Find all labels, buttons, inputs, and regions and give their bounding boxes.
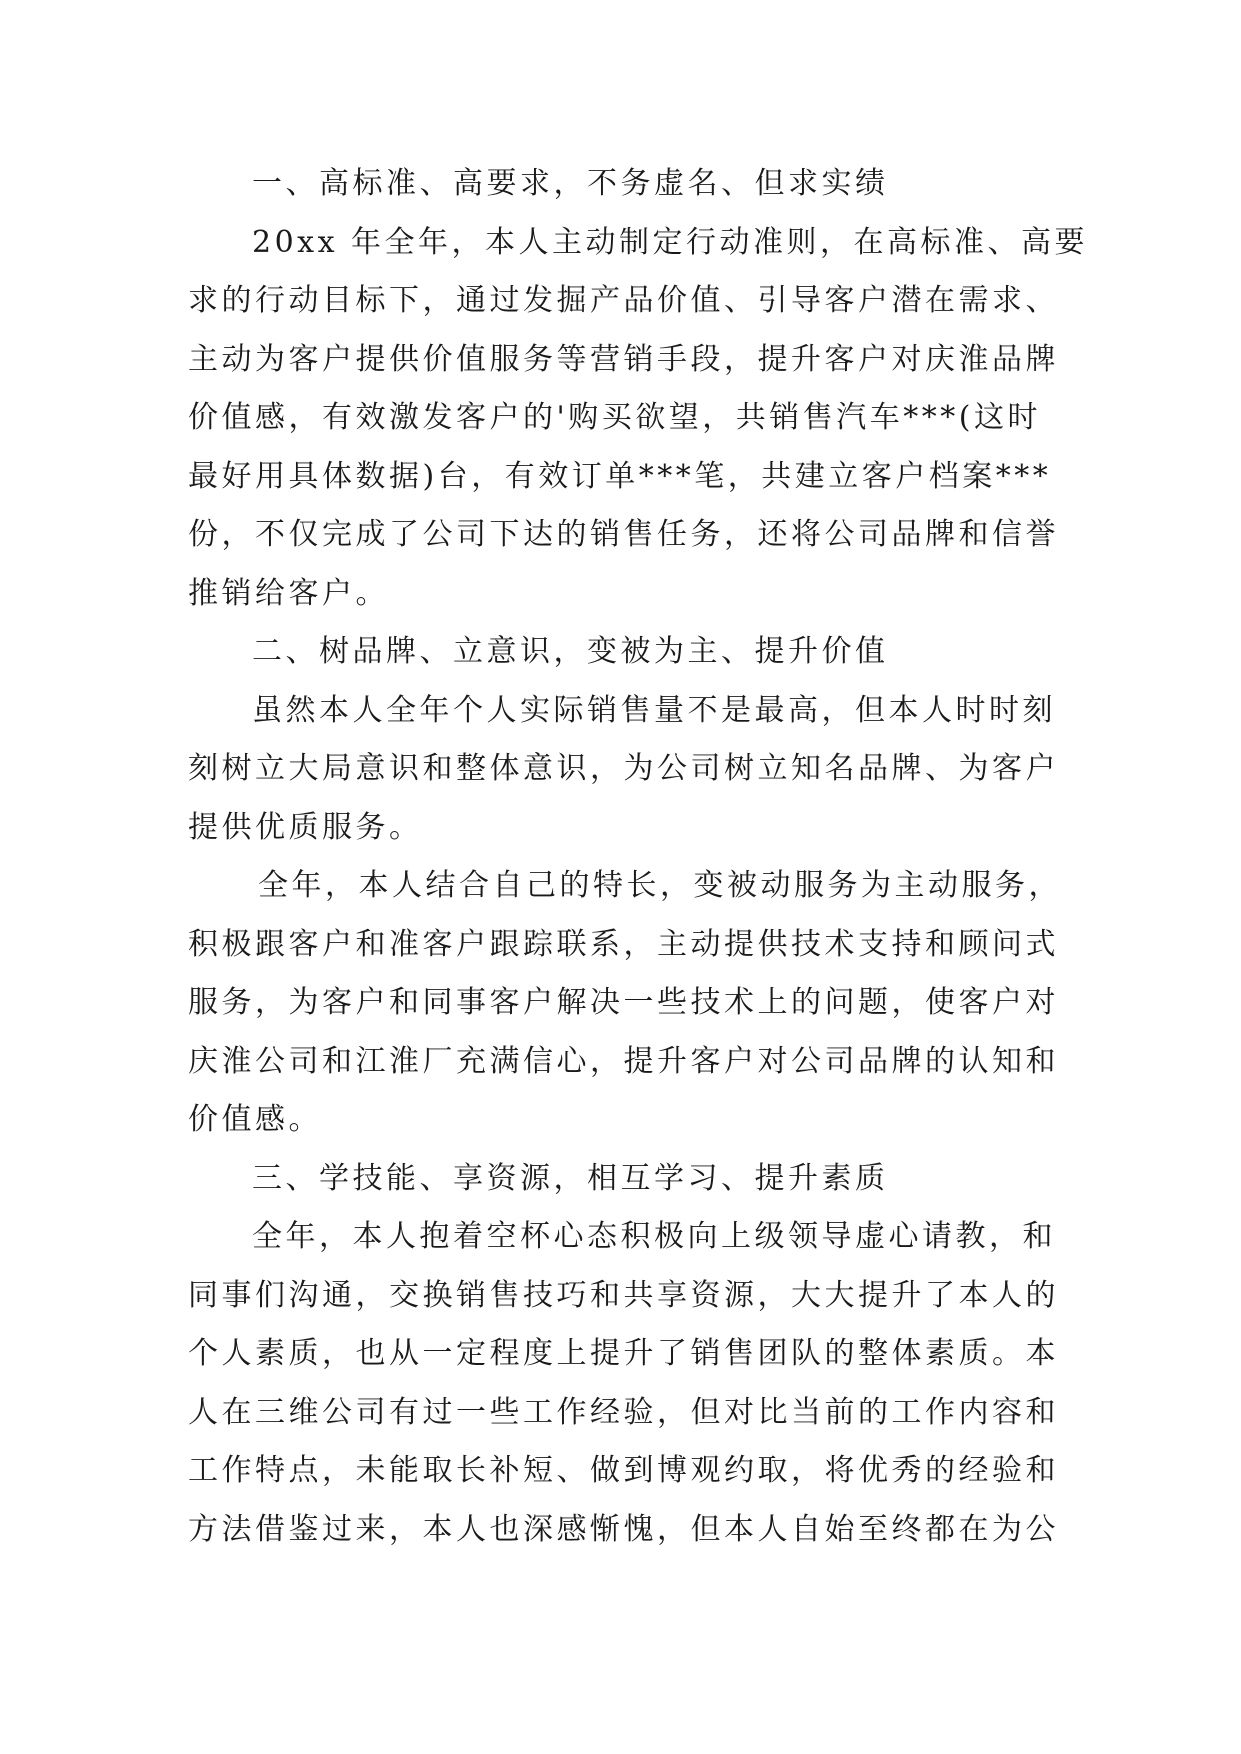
- paragraph-1-line-4: 价值感，有效激发客户的'购买欲望，共销售汽车***(这时: [188, 400, 1041, 435]
- paragraph-1-line-7: 推销给客户。: [188, 575, 389, 611]
- section-heading-3: 三、学技能、享资源，相互学习、提升素质: [252, 1160, 889, 1196]
- paragraph-1-line-5: 最好用具体数据)台，有效订单***笔，共建立客户档案***: [188, 458, 1052, 494]
- section-heading-1: 一、高标准、高要求，不务虚名、但求实绩: [252, 166, 889, 201]
- section-heading-2: 二、树品牌、立意识，变被为主、提升价值: [252, 634, 889, 669]
- paragraph-2-line-2: 刻树立大局意识和整体意识，为公司树立知名品牌、为客户: [188, 751, 1059, 786]
- paragraph-4-line-6: 方法借鉴过来，本人也深感惭愧，但本人自始至终都在为公: [188, 1511, 1059, 1547]
- paragraph-3-line-3: 服务，为客户和同事客户解决一些技术上的问题，使客户对: [188, 985, 1059, 1020]
- paragraph-3-line-2: 积极跟客户和准客户跟踪联系，主动提供技术支持和顾问式: [188, 926, 1059, 962]
- paragraph-2-line-1: 虽然本人全年个人实际销售量不是最高，但本人时时刻: [252, 692, 1056, 728]
- paragraph-1-line-6: 份，不仅完成了公司下达的销售任务，还将公司品牌和信誉: [188, 517, 1059, 552]
- paragraph-1-line-1: 20xx 年全年，本人主动制定行动准则，在高标准、高要: [252, 224, 1089, 260]
- paragraph-4-line-2: 同事们沟通，交换销售技巧和共享资源，大大提升了本人的: [188, 1277, 1059, 1313]
- document-body: [188, 155, 1089, 1559]
- paragraph-3-line-4: 庆淮公司和江淮厂充满信心，提升客户对公司品牌的认知和: [188, 1043, 1059, 1079]
- paragraph-4-line-1: 全年，本人抱着空杯心态积极向上级领导虚心请教，和: [252, 1219, 1056, 1254]
- paragraph-2-line-3: 提供优质服务。: [188, 809, 423, 845]
- paragraph-4-line-5: 工作特点，未能取长补短、做到博观约取，将优秀的经验和: [188, 1453, 1059, 1488]
- paragraph-4-line-4: 人在三维公司有过一些工作经验，但对比当前的工作内容和: [188, 1394, 1059, 1430]
- paragraph-1-line-2: 求的行动目标下，通过发掘产品价值、引导客户潜在需求、: [188, 283, 1059, 318]
- paragraph-4-line-3: 个人素质，也从一定程度上提升了销售团队的整体素质。本: [188, 1336, 1059, 1371]
- paragraph-3-line-1: 全年，本人结合自己的特长，变被动服务为主动服务，: [258, 868, 1062, 903]
- paragraph-1-line-3: 主动为客户提供价值服务等营销手段，提升客户对庆淮品牌: [188, 341, 1059, 377]
- paragraph-3-line-5: 价值感。: [188, 1102, 322, 1137]
